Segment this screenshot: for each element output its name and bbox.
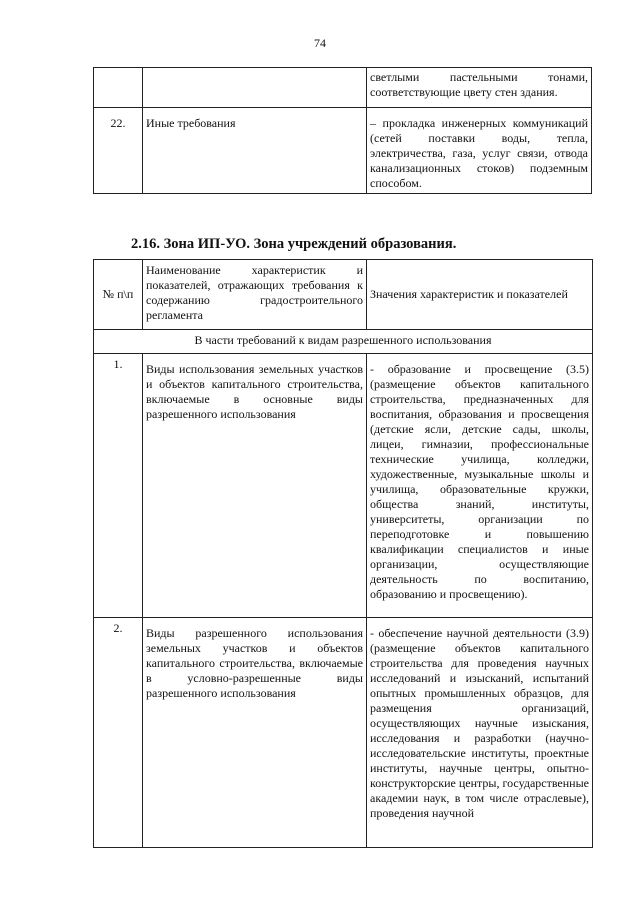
header-name-cell: Наименование характеристик и показателей, отражающих требования к содержанию градостроительного регламента	[143, 260, 367, 330]
table-subheader-row	[94, 330, 593, 354]
characteristic-value-cell: – прокладка инженерных коммуникаций (сетей поставки воды, тепла, электричества, газа, услуг связи, отвода канализационных стоков) подземным способом.	[367, 108, 592, 194]
row-number-cell: 22.	[94, 108, 143, 194]
row-number-cell	[94, 68, 143, 108]
characteristic-value-cell: - образование и просвещение (3.5) (размещение объектов капитального строительства, предназначенных для воспитания, образования и просвещения (детские ясли, детские сады, школы, лицеи, гимназии, профессиональные технические училища, колледжи, художественные, музыкальные школы и училища, образовательные кружки, общества знаний, институты, университеты, организации по переподготовке и повышению квалификации специалистов и иные организации, осуществляющие деятельность по воспитанию, образованию и просвещению).	[367, 354, 593, 618]
table-row	[94, 354, 593, 618]
section-heading: 2.16. Зона ИП-УО. Зона учреждений образования.	[131, 236, 457, 252]
zone-requirements-table	[93, 259, 593, 848]
row-number-cell: 2.	[94, 618, 143, 848]
characteristic-value-cell: светлыми пастельными тонами, соответствующие цвету стен здания.	[367, 68, 592, 108]
characteristic-value-cell: - обеспечение научной деятельности (3.9) (размещение объектов капитального строительства для проведения научных исследований и изысканий, испытаний опытных промышленных образцов, для размещения организаций, осуществляющих научные изыскания, исследования и разработки (научно-исследовательские институты, проектные институты, научные центры, опытно-конструкторские центры, государственные академии наук, в том числе отраслевые), проведения научной	[367, 618, 593, 848]
header-number-cell: № п\п	[94, 260, 143, 330]
header-values-cell: Значения характеристик и показателей	[367, 260, 593, 330]
table-row	[94, 68, 592, 108]
row-number-cell: 1.	[94, 354, 143, 618]
table-header-row	[94, 260, 593, 330]
table-row	[94, 618, 593, 848]
characteristic-name-cell	[143, 68, 367, 108]
characteristic-name-cell: Виды использования земельных участков и объектов капитального строительства, включаемые в основные виды разрешенного использования	[143, 354, 367, 618]
characteristic-name-cell: Иные требования	[143, 108, 367, 194]
characteristic-name-cell: Виды разрешенного использования земельных участков и объектов капитального строительства, включаемые в условно-разрешенные виды разрешенного использования	[143, 618, 367, 848]
table-row	[94, 108, 592, 194]
page-number: 74	[314, 36, 326, 50]
subheader-cell: В части требований к видам разрешенного использования	[94, 330, 593, 354]
requirements-table-continued	[93, 67, 592, 194]
